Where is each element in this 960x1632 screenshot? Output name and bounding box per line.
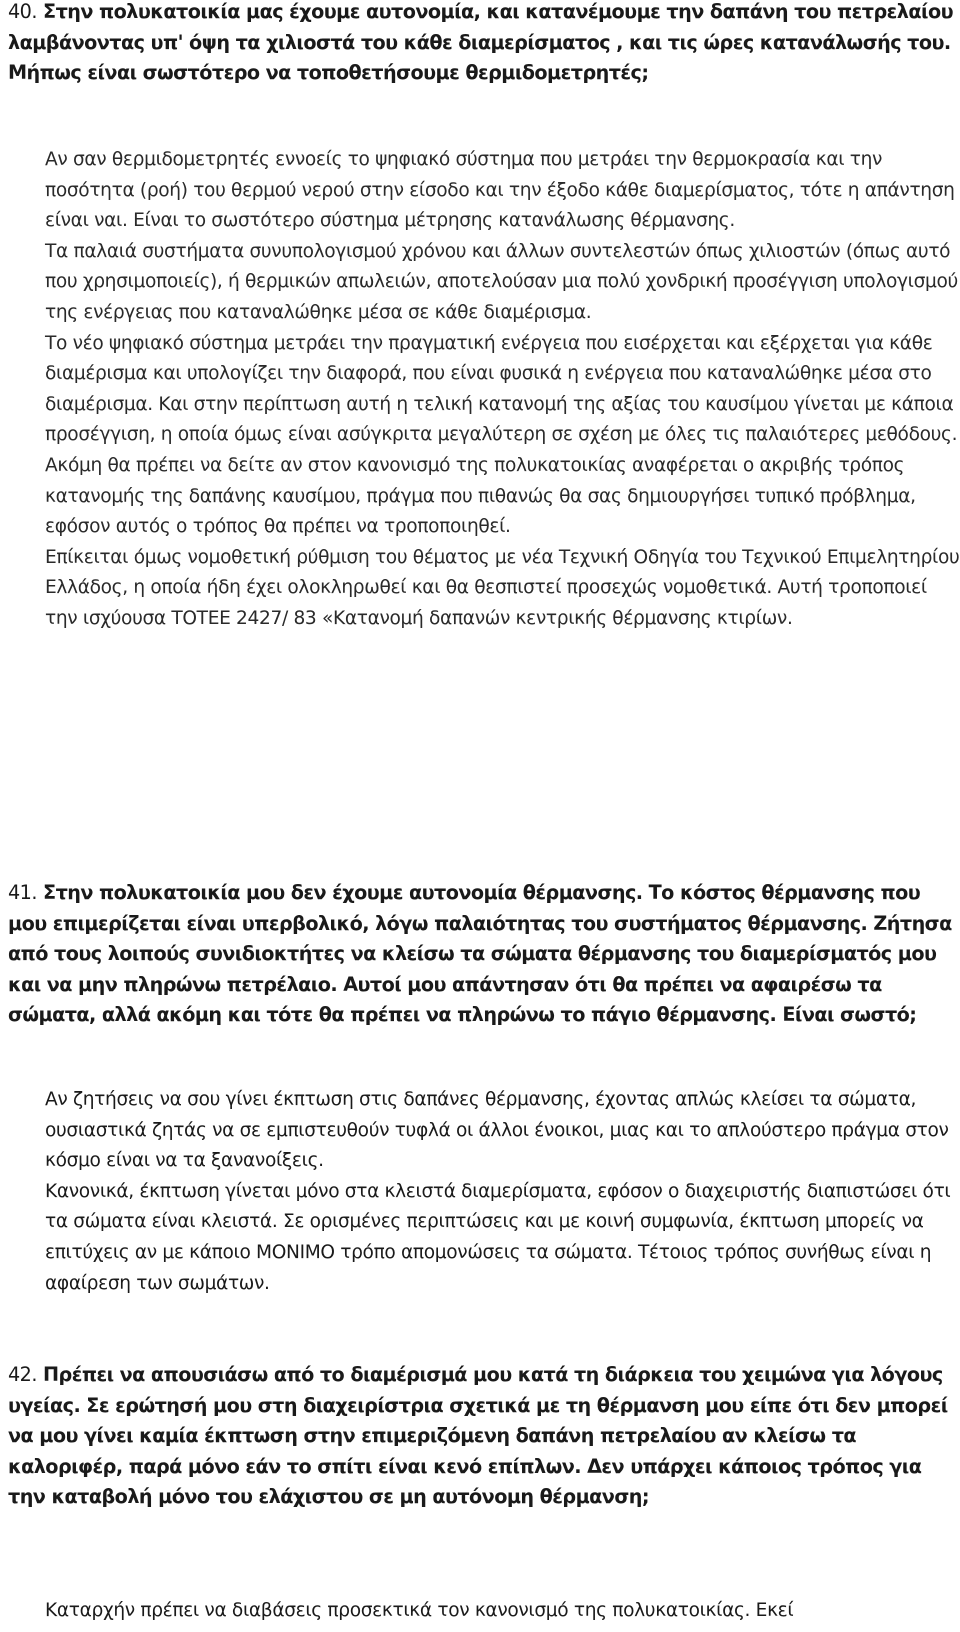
answer-paragraph: Το νέο ψηφιακό σύστημα μετράει την πραγματική ενέργεια που εισέρχεται και εξέρχεται για κάθε διαμέρισμα και υπολογίζει την διαφορά, που είναι φυσικά η ενέργεια που καταναλώθηκε μέσα στο διαμέρισμα. Και στην περίπτωση αυτή η τελική κατανομή της αξίας του καυσίμου γίνεται με κάποια προσέγγιση, η οποία όμως είναι ασύγκριτα μεγαλύτερη σε σχέση με όλες τις παλαιότερες μεθόδους. xyxy=(45,332,958,446)
answer-41 xyxy=(45,1085,960,1299)
answer-paragraph: Ακόμη θα πρέπει να δείτε αν στον κανονισμό της πολυκατοικίας αναφέρεται ο ακριβής τρόπος κατανομής της δαπάνης καυσίμου, πράγμα που πιθανώς θα σας δημιουργήσει τυπικό πρόβλημα, εφόσον αυτός ο τρόπος θα πρέπει να τροποποιηθεί. xyxy=(45,454,916,538)
answer-paragraph: Τα παλαιά συστήματα συνυπολογισμού χρόνου και άλλων συντελεστών όπως χιλιοστών (όπως αυτό που χρησιμοποιείς), ή θερμικών απωλειών, αποτελούσαν μια πολύ χονδρική προσέγγιση υπολογισμού της ενέργειας που καταναλώθηκε μέσα σε κάθε διαμέρισμα. xyxy=(45,240,958,323)
question-text: Στην πολυκατοικία μου δεν έχουμε αυτονομία θέρμανσης. Το κόστος θέρμανσης που μου επιμερίζεται είναι υπερβολικό, λόγω παλαιότητας του συστήματος θέρμανσης. Ζήτησα από τους λοιπούς συνιδιοκτήτες να κλείσω τα σώματα θέρμανσης του διαμερίσματός μου και να μην πληρώνω πετρέλαιο. Αυτοί μου απάντησαν ότι θα πρέπει να αφαιρέσω τα σώματα, αλλά ακόμη και τότε θα πρέπει να πληρώνω το πάγιο θέρμανσης. Είναι σωστό; xyxy=(8,881,952,1027)
question-number: 42. xyxy=(8,1363,37,1386)
answer-paragraph: Αν σαν θερμιδομετρητές εννοείς το ψηφιακό σύστημα που μετράει την θερμοκρασία και την ποσότητα (ροή) του θερμού νερού στην είσοδο και την έξοδο κάθε διαμερίσματος, τότε η απάντηση είναι ναι. Είναι το σωστότερο σύστημα μέτρησης κατανάλωσης θέρμανσης. xyxy=(45,149,955,232)
answer-paragraph: Κανονικά, έκπτωση γίνεται μόνο στα κλειστά διαμερίσματα, εφόσον ο διαχειριστής διαπιστώσει ότι τα σώματα είναι κλειστά. Σε ορισμένες περιπτώσεις και με κοινή συμφωνία, έκπτωση μπορείς να επιτύχεις αν με κάποιο ΜΟΝΙΜΟ τρόπο απομονώσεις τα σώματα. Τέτοιος τρόπος συνήθως είναι η αφαίρεση των σωμάτων. xyxy=(45,1180,951,1294)
answer-42 xyxy=(45,1596,960,1627)
question-text: Πρέπει να απουσιάσω από το διαμέρισμά μου κατά τη διάρκεια του χειμώνα για λόγους υγείας. Σε ερώτησή μου στη διαχειρίστρια σχετικά με τη θέρμανση μου είπε ότι δεν μπορεί να μου γίνει καμία έκπτωση στην επιμεριζόμενη δαπάνη πετρελαίου αν κλείσω τα καλοριφέρ, παρά μόνο εάν το σπίτι είναι κενό επίπλων. Δεν υπάρχει κάποιος τρόπος για την καταβολή μόνο του ελάχιστου σε μη αυτόνομη θέρμανση; xyxy=(8,1363,948,1509)
question-text: Στην πολυκατοικία μας έχουμε αυτονομία, και κατανέμουμε την δαπάνη του πετρελαίου λαμβάνοντας υπ' όψη τα χιλιοστά του κάθε διαμερίσματος , και τις ώρες κατανάλωσής του. Μήπως είναι σωστότερο να τοποθετήσουμε θερμιδομετρητές; xyxy=(8,0,953,85)
answer-paragraph: Επίκειται όμως νομοθετική ρύθμιση του θέματος με νέα Τεχνική Οδηγία του Τεχνικού Επιμελητηρίου Ελλάδος, η οποία ήδη έχει ολοκληρωθεί και θα θεσπιστεί προσεχώς νομοθετικά. Αυτή τροποποιεί την ισχύουσα ΤΟΤΕΕ 2427/ 83 «Κατανομή δαπανών κεντρικής θέρμανσης κτιρίων. xyxy=(45,546,960,629)
question-40 xyxy=(8,0,958,89)
answer-40 xyxy=(45,145,960,635)
question-41 xyxy=(8,878,958,1031)
question-42 xyxy=(8,1360,958,1513)
answer-paragraph: Καταρχήν πρέπει να διαβάσεις προσεκτικά τον κανονισμό της πολυκατοικίας. Εκεί xyxy=(45,1600,794,1621)
answer-paragraph: Αν ζητήσεις να σου γίνει έκπτωση στις δαπάνες θέρμανσης, έχοντας απλώς κλείσει τα σώματα, ουσιαστικά ζητάς να σε εμπιστευθούν τυφλά οι άλλοι ένοικοι, μιας και το απλούστερο πράγμα στον κόσμο είναι να τα ξανανοίξεις. xyxy=(45,1089,949,1172)
question-number: 41. xyxy=(8,881,37,904)
question-number: 40. xyxy=(8,0,37,23)
